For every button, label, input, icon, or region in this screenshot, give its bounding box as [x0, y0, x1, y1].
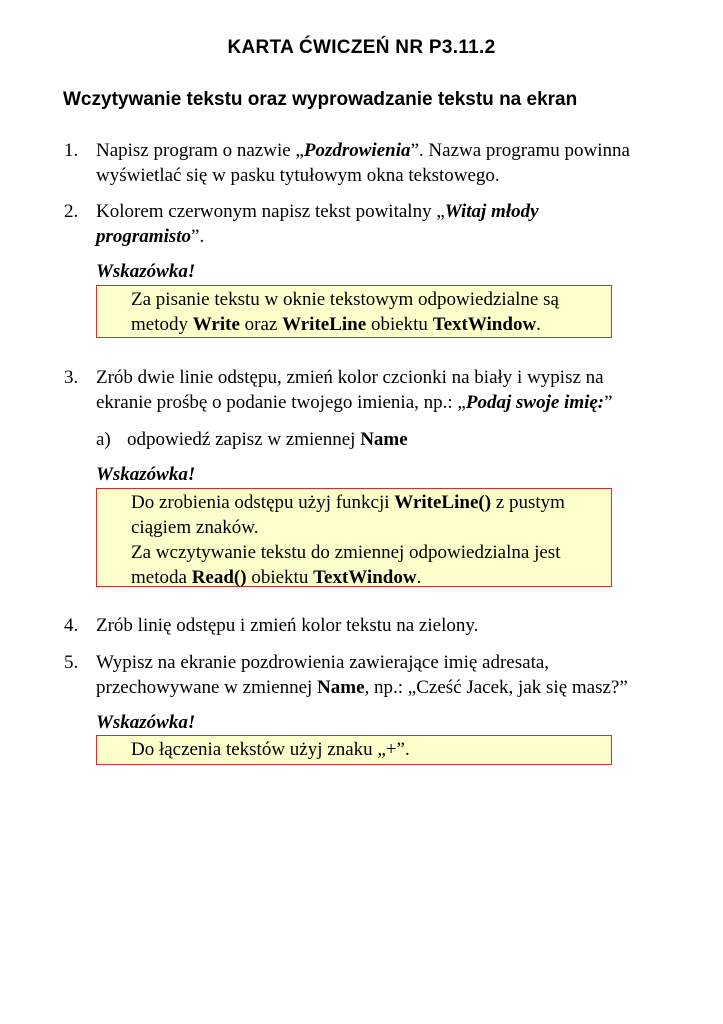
hint-box: Do łączenia tekstów użyj znaku „+”. [96, 735, 612, 765]
task-number: 4. [64, 615, 79, 636]
hint-box: Do zrobienia odstępu użyj funkcji WriteLine() z pustym ciągiem znaków. Za wczytywanie tekstu do zmiennej odpowiedzialna jest metoda Read() obiektu TextWindow. [96, 488, 612, 587]
sub-task-label: a) [96, 429, 111, 450]
program-name: Pozdrowienia [303, 140, 411, 161]
hint-label: Wskazówka! [96, 464, 196, 485]
page-subtitle: Wczytywanie tekstu oraz wyprowadzanie tekstu na ekran [63, 89, 578, 110]
task-text: Napisz program o nazwie „Pozdrowienia”. Nazwa programu powinna wyświetlać się w pasku tytułowym okna tekstowego. [96, 140, 630, 186]
page-title: KARTA ĆWICZEŃ NR P3.11.2 [227, 37, 496, 58]
task-number: 5. [64, 652, 79, 673]
sub-task-a [96, 427, 656, 452]
hint-box: Za pisanie tekstu w oknie tekstowym odpowiedzialne są metody Write oraz WriteLine obiektu TextWindow. [96, 285, 612, 338]
task-text: Zrób linię odstępu i zmień kolor tekstu na zielony. [96, 615, 479, 636]
hint-label: Wskazówka! [96, 261, 196, 282]
task-number: 2. [64, 201, 79, 222]
task-number: 3. [64, 367, 79, 388]
prompt-text: Podaj swoje imię: [465, 392, 605, 413]
task-text: Zrób dwie linie odstępu, zmień kolor czcionki na biały i wypisz na ekranie prośbę o podanie twojego imienia, np.: „Podaj swoje imię:” [96, 367, 613, 413]
task-text: Kolorem czerwonym napisz tekst powitalny „Witaj młody programisto”. [96, 201, 539, 247]
sub-task-text: odpowiedź zapisz w zmiennej Name [127, 429, 408, 450]
task-number: 1. [64, 140, 79, 161]
hint-label: Wskazówka! [96, 712, 196, 733]
greeting-text: Witaj młody [444, 201, 539, 222]
task-text: Wypisz na ekranie pozdrowienia zawierające imię adresata, przechowywane w zmiennej Name, np.: „Cześć Jacek, jak się masz?” [96, 652, 628, 698]
